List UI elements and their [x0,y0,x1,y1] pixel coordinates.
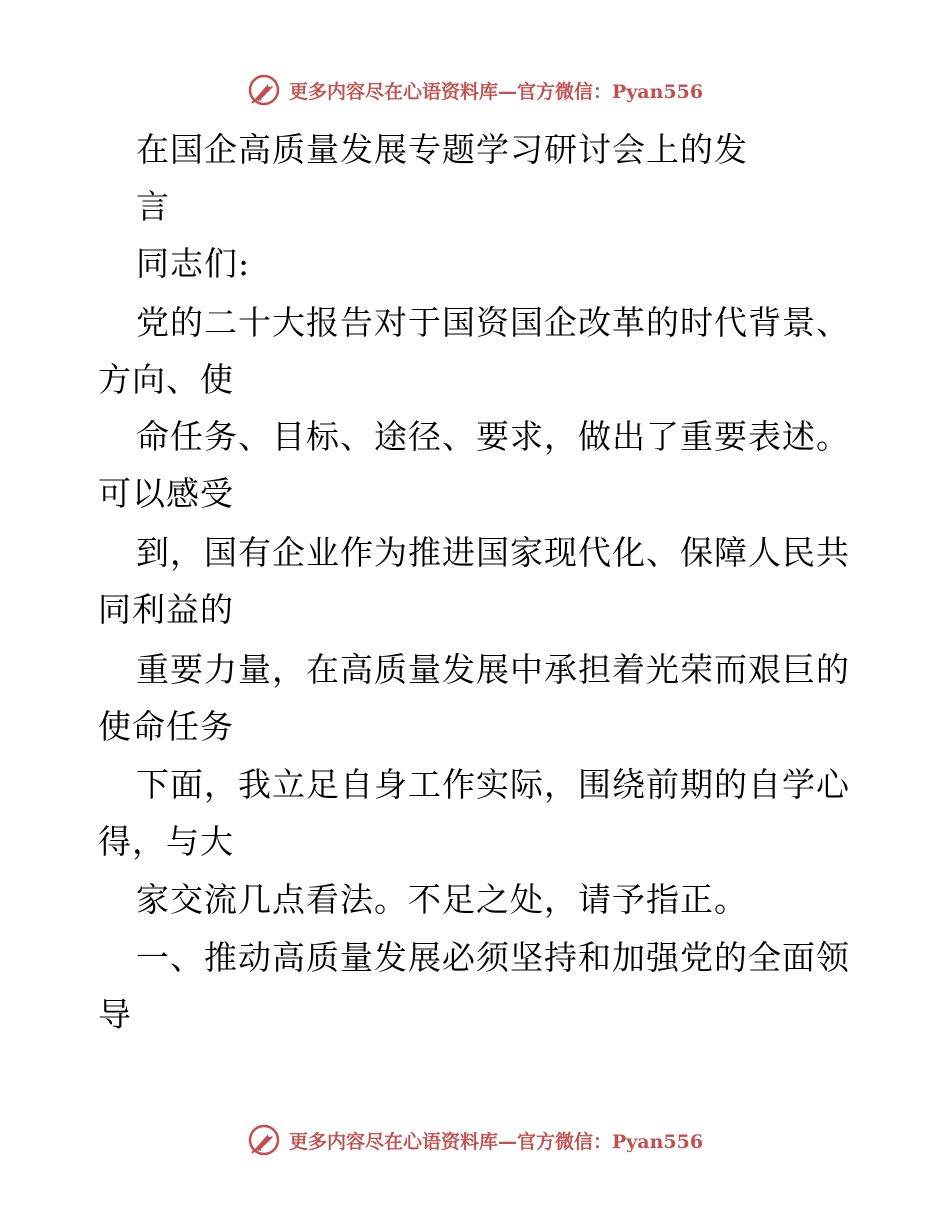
paragraph-line: 下面，我立足自身工作实际，围绕前期的自学心 [136,765,850,804]
header-banner-text: 更多内容尽在心语资料库—官方微信：Pyan556 [288,80,704,103]
paragraph-line: 可以感受 [98,474,234,513]
paragraph-line: 使命任务 [98,707,234,746]
pen-nib-seal-icon [247,1123,281,1157]
paragraph-line: 党的二十大报告对于国资国企改革的时代背景、 [136,303,850,342]
paragraph-line: 得，与大 [98,822,234,861]
paragraph-line: 方向、使 [98,360,234,399]
section-heading-line: 一、推动高质量发展必须坚持和加强党的全面领 [136,938,850,977]
header-banner [0,70,950,110]
document-title-line-1: 在国企高质量发展专题学习研讨会上的发 [136,130,748,169]
paragraph-line: 家交流几点看法。不足之处，请予指正。 [136,880,748,919]
section-heading-line: 导 [98,995,132,1034]
pen-nib-seal-icon [247,73,281,107]
paragraph-line: 到，国有企业作为推进国家现代化、保障人民共 [136,533,850,572]
document-title-line-2: 言 [136,187,170,226]
salutation: 同志们: [136,244,251,283]
paragraph-line: 重要力量，在高质量发展中承担着光荣而艰巨的 [136,650,850,689]
footer-banner [0,1120,950,1160]
paragraph-line: 同利益的 [98,590,234,629]
paragraph-line: 命任务、目标、途径、要求，做出了重要表述。 [136,417,850,456]
footer-banner-text: 更多内容尽在心语资料库—官方微信：Pyan556 [288,1130,704,1153]
